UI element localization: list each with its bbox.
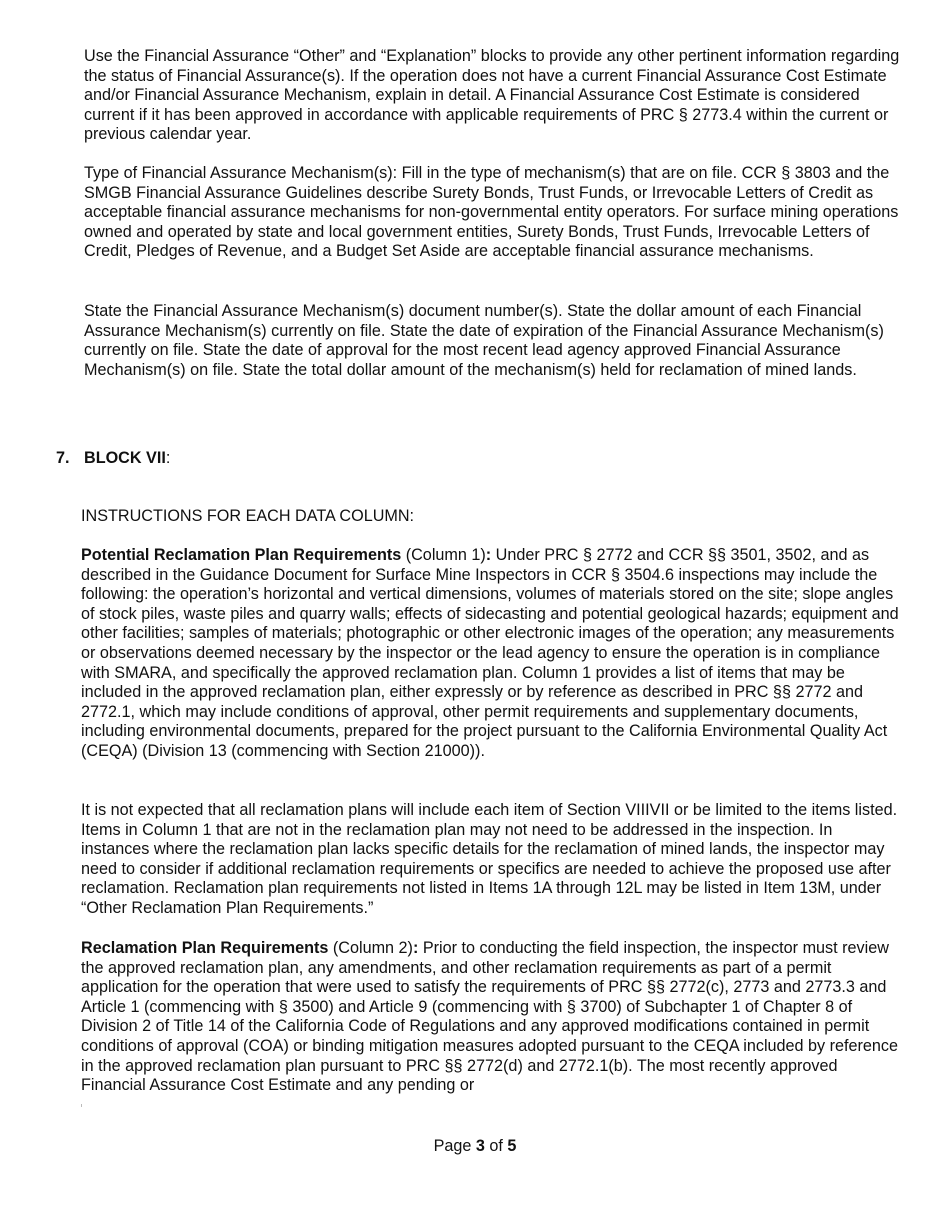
page-mark (81, 1104, 82, 1107)
section-heading-block-vii (56, 448, 170, 468)
paragraph-mechanism-type: Type of Financial Assurance Mechanism(s): Fill in the type of mechanism(s) that are on file. CCR § 3803 and the SMGB Financial Assurance Guidelines describe Surety Bonds, Trust Funds, or Irrevocable Letters of Credit as acceptable financial assurance mechanisms for non-governmental entity operators. For surface mining operations owned and operated by state and local government entities, Surety Bonds, Trust Funds, Irrevocable Letters of Credit, Pledges of Revenue, and a Budget Set Aside are acceptable financial assurance mechanisms. (84, 164, 899, 261)
paragraph-reclamation-plan-scope: It is not expected that all reclamation plans will include each item of Section VIIIVII or be limited to the items listed. Items in Column 1 that are not in the reclamation plan may not need to be addressed in the inspection. In instances where the reclamation plan lacks specific details for the reclamation of mined lands, the inspector may need to consider if additional reclamation requirements or specifics are needed to achieve the proposed use after reclamation. Reclamation plan requirements not listed in Items 1A through 12L may be listed in Item 13M, under “Other Reclamation Plan Requirements.” (81, 801, 898, 917)
page-footer (0, 1137, 950, 1156)
paragraph-column-1 (81, 546, 901, 762)
footer-prefix: Page (433, 1137, 476, 1155)
column-1-ref: (Column 1) (401, 546, 486, 564)
column-1-text: Under PRC § 2772 and CCR §§ 3501, 3502, and as described in the Guidance Document for Surface Mine Inspectors in CCR § 3504.6 inspections may include the following: the operation’s horizontal and vertical dimensions, volumes of materials stored on the site; slope angles of stock piles, waste piles and quarry walls; effects of sidecasting and potential geological hazards; equipment and other facilities; samples of materials; photographic or other electronic images of the operation; any measurements or observations deemed necessary by the inspector or the lead agency to ensure the operation is in compliance with SMARA, and specifically the approved reclamation plan. Column 1 provides a list of items that may be included in the approved reclamation plan, either expressly or by reference as described in PRC §§ 2772 and 2772.1, which may include conditions of approval, other permit requirements and supplementary documents, including environmental documents, prepared for the project pursuant to the California Environmental Quality Act (CEQA) (Division 13 (commencing with Section 21000)). (81, 546, 899, 760)
column-2-label: Reclamation Plan Requirements (81, 939, 329, 957)
footer-total-pages: 5 (507, 1137, 517, 1155)
column-1-label: Potential Reclamation Plan Requirements (81, 546, 402, 564)
section-number: 7. (56, 449, 70, 467)
paragraph-financial-assurance-other: Use the Financial Assurance “Other” and “Explanation” blocks to provide any other pertinent information regarding the status of Financial Assurance(s). If the operation does not have a current Financial Assurance Cost Estimate and/or Financial Assurance Mechanism, explain in detail. A Financial Assurance Cost Estimate is considered current if it has been approved in accordance with applicable requirements of PRC § 2773.4 within the current or previous calendar year. (84, 47, 900, 144)
footer-current-page: 3 (475, 1137, 485, 1155)
paragraph-column-2 (81, 939, 901, 1096)
instructions-heading: INSTRUCTIONS FOR EACH DATA COLUMN: (81, 507, 415, 525)
column-2-text: Prior to conducting the field inspection, the inspector must review the approved reclamation plan, any amendments, and other reclamation requirements as part of a permit application for the operation that were used to satisfy the requirements of PRC §§ 2772(c), 2773 and 2773.3 and Article 1 (commencing with § 3500) and Article 9 (commencing with § 3700) of Subchapter 1 of Chapter 8 of Division 2 of Title 14 of the California Code of Regulations and any approved modifications contained in permit conditions of approval (COA) or binding mitigation measures adopted pursuant to the CEQA included by reference in the approved reclamation plan pursuant to PRC §§ 2772(d) and 2772.1(b). The most recently approved Financial Assurance Cost Estimate and any pending or (81, 939, 899, 1095)
section-title: BLOCK VII (84, 449, 166, 467)
footer-middle: of (484, 1137, 508, 1155)
column-1-colon: : (485, 546, 492, 564)
column-2-colon: : (412, 939, 419, 957)
section-title-suffix: : (165, 449, 171, 467)
column-2-ref: (Column 2) (328, 939, 413, 957)
paragraph-mechanism-details: State the Financial Assurance Mechanism(s) document number(s). State the dollar amount of each Financial Assurance Mechanism(s) currently on file. State the date of expiration of the Financial Assurance Mechanism(s) currently on file. State the date of approval for the most recent lead agency approved Financial Assurance Mechanism(s) on file. State the total dollar amount of the mechanism(s) held for reclamation of mined lands. (84, 302, 884, 379)
